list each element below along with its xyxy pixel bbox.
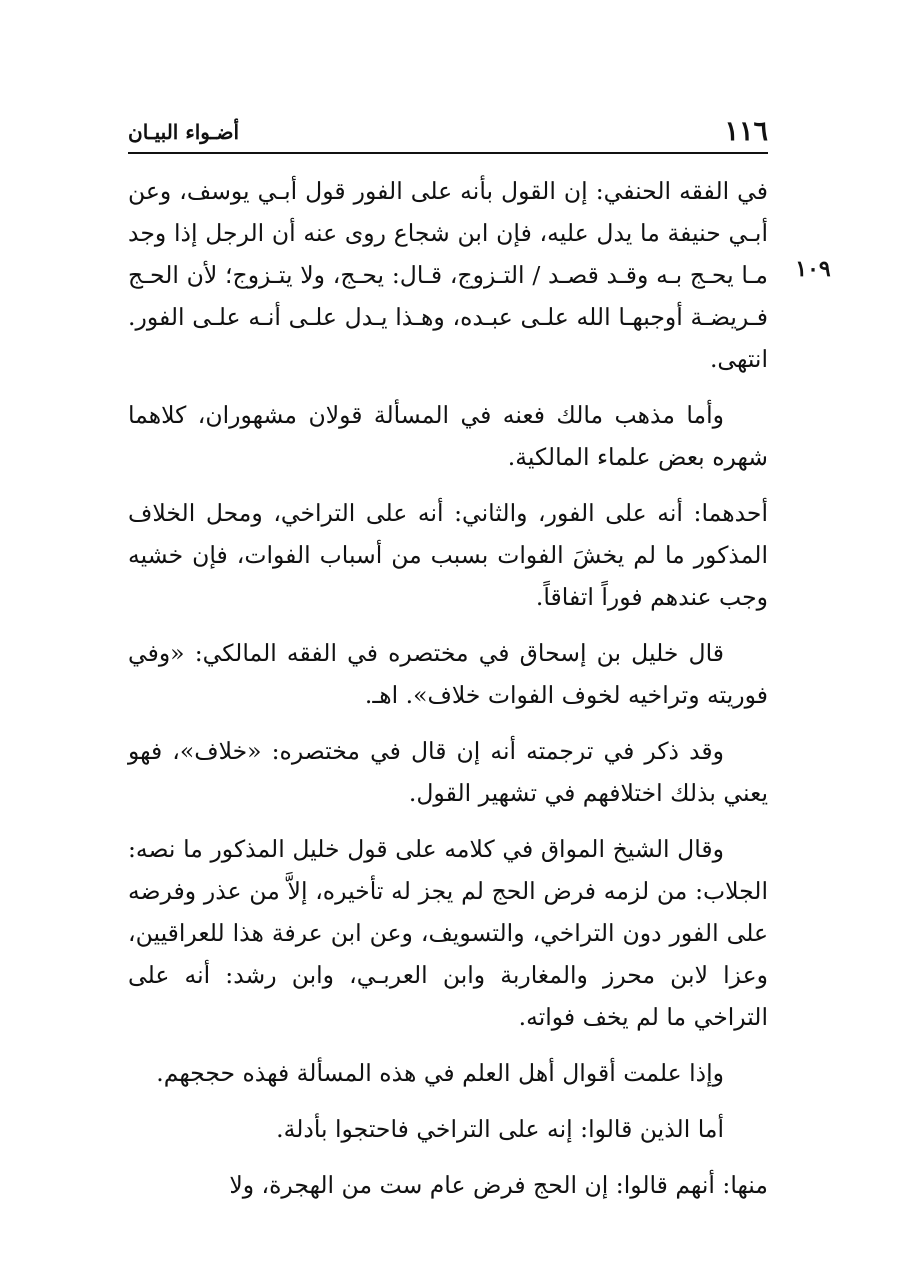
book-title: أضـواء البيـان [128,120,240,144]
paragraph: أحدهما: أنه على الفور، والثاني: أنه على التراخي، ومحل الخلاف المذكور ما لم يخشَ الفوات بسبب من أسباب الفوات، فإن خشيه وجب عندهم فوراً اتفاقاً. [128,499,768,611]
body-text [128,170,768,1220]
paragraph: في الفقه الحنفي: إن القول بأنه على الفور قول أبـي يوسف، وعن أبـي حنيفة ما يدل عليه، فإن ابن شجاع روى عنه أن الرجل إذا وجد مـا يحـج بـه وقـد قصـد / التـزوج، قـال: يحـج، ولا يتـزوج؛ لأن الحـج فـريضـة أوجبهـا الله علـى عبـده، وهـذا يـدل علـى أنـه علـى الفور. انتهى. [128,177,768,373]
paragraph: وقد ذكر في ترجمته أنه إن قال في مختصره: «خلاف»، فهو يعني بذلك اختلافهم في تشهير القول. [128,737,768,807]
page-number: ١١٦ [724,116,768,147]
margin-reference-number: ١٠٩ [795,256,831,282]
paragraph: وأما مذهب مالك فعنه في المسألة قولان مشهوران، كلاهما شهره بعض علماء المالكية. [128,401,768,471]
paragraph: أما الذين قالوا: إنه على التراخي فاحتجوا بأدلة. [276,1115,724,1143]
paragraph: وقال الشيخ المواق في كلامه على قول خليل المذكور ما نصه: الجلاب: من لزمه فرض الحج لم يجز له تأخيره، إلاَّ من عذر وفرضه على الفور دون التراخي، والتسويف، وعن ابن عرفة هذا للعراقيين، وعزا لابن محرز والمغاربة وابن العربـي، وابن رشد: أنه على التراخي ما لم يخف فواته. [128,835,768,1031]
paragraph: منها: أنهم قالوا: إن الحج فرض عام ست من الهجرة، ولا [229,1171,768,1199]
paragraph: وإذا علمت أقوال أهل العلم في هذه المسألة فهذه حججهم. [156,1059,724,1087]
paragraph: قال خليل بن إسحاق في مختصره في الفقه المالكي: «وفي فوريته وتراخيه لخوف الفوات خلاف». اهـ. [128,639,768,709]
page-header [128,116,768,154]
